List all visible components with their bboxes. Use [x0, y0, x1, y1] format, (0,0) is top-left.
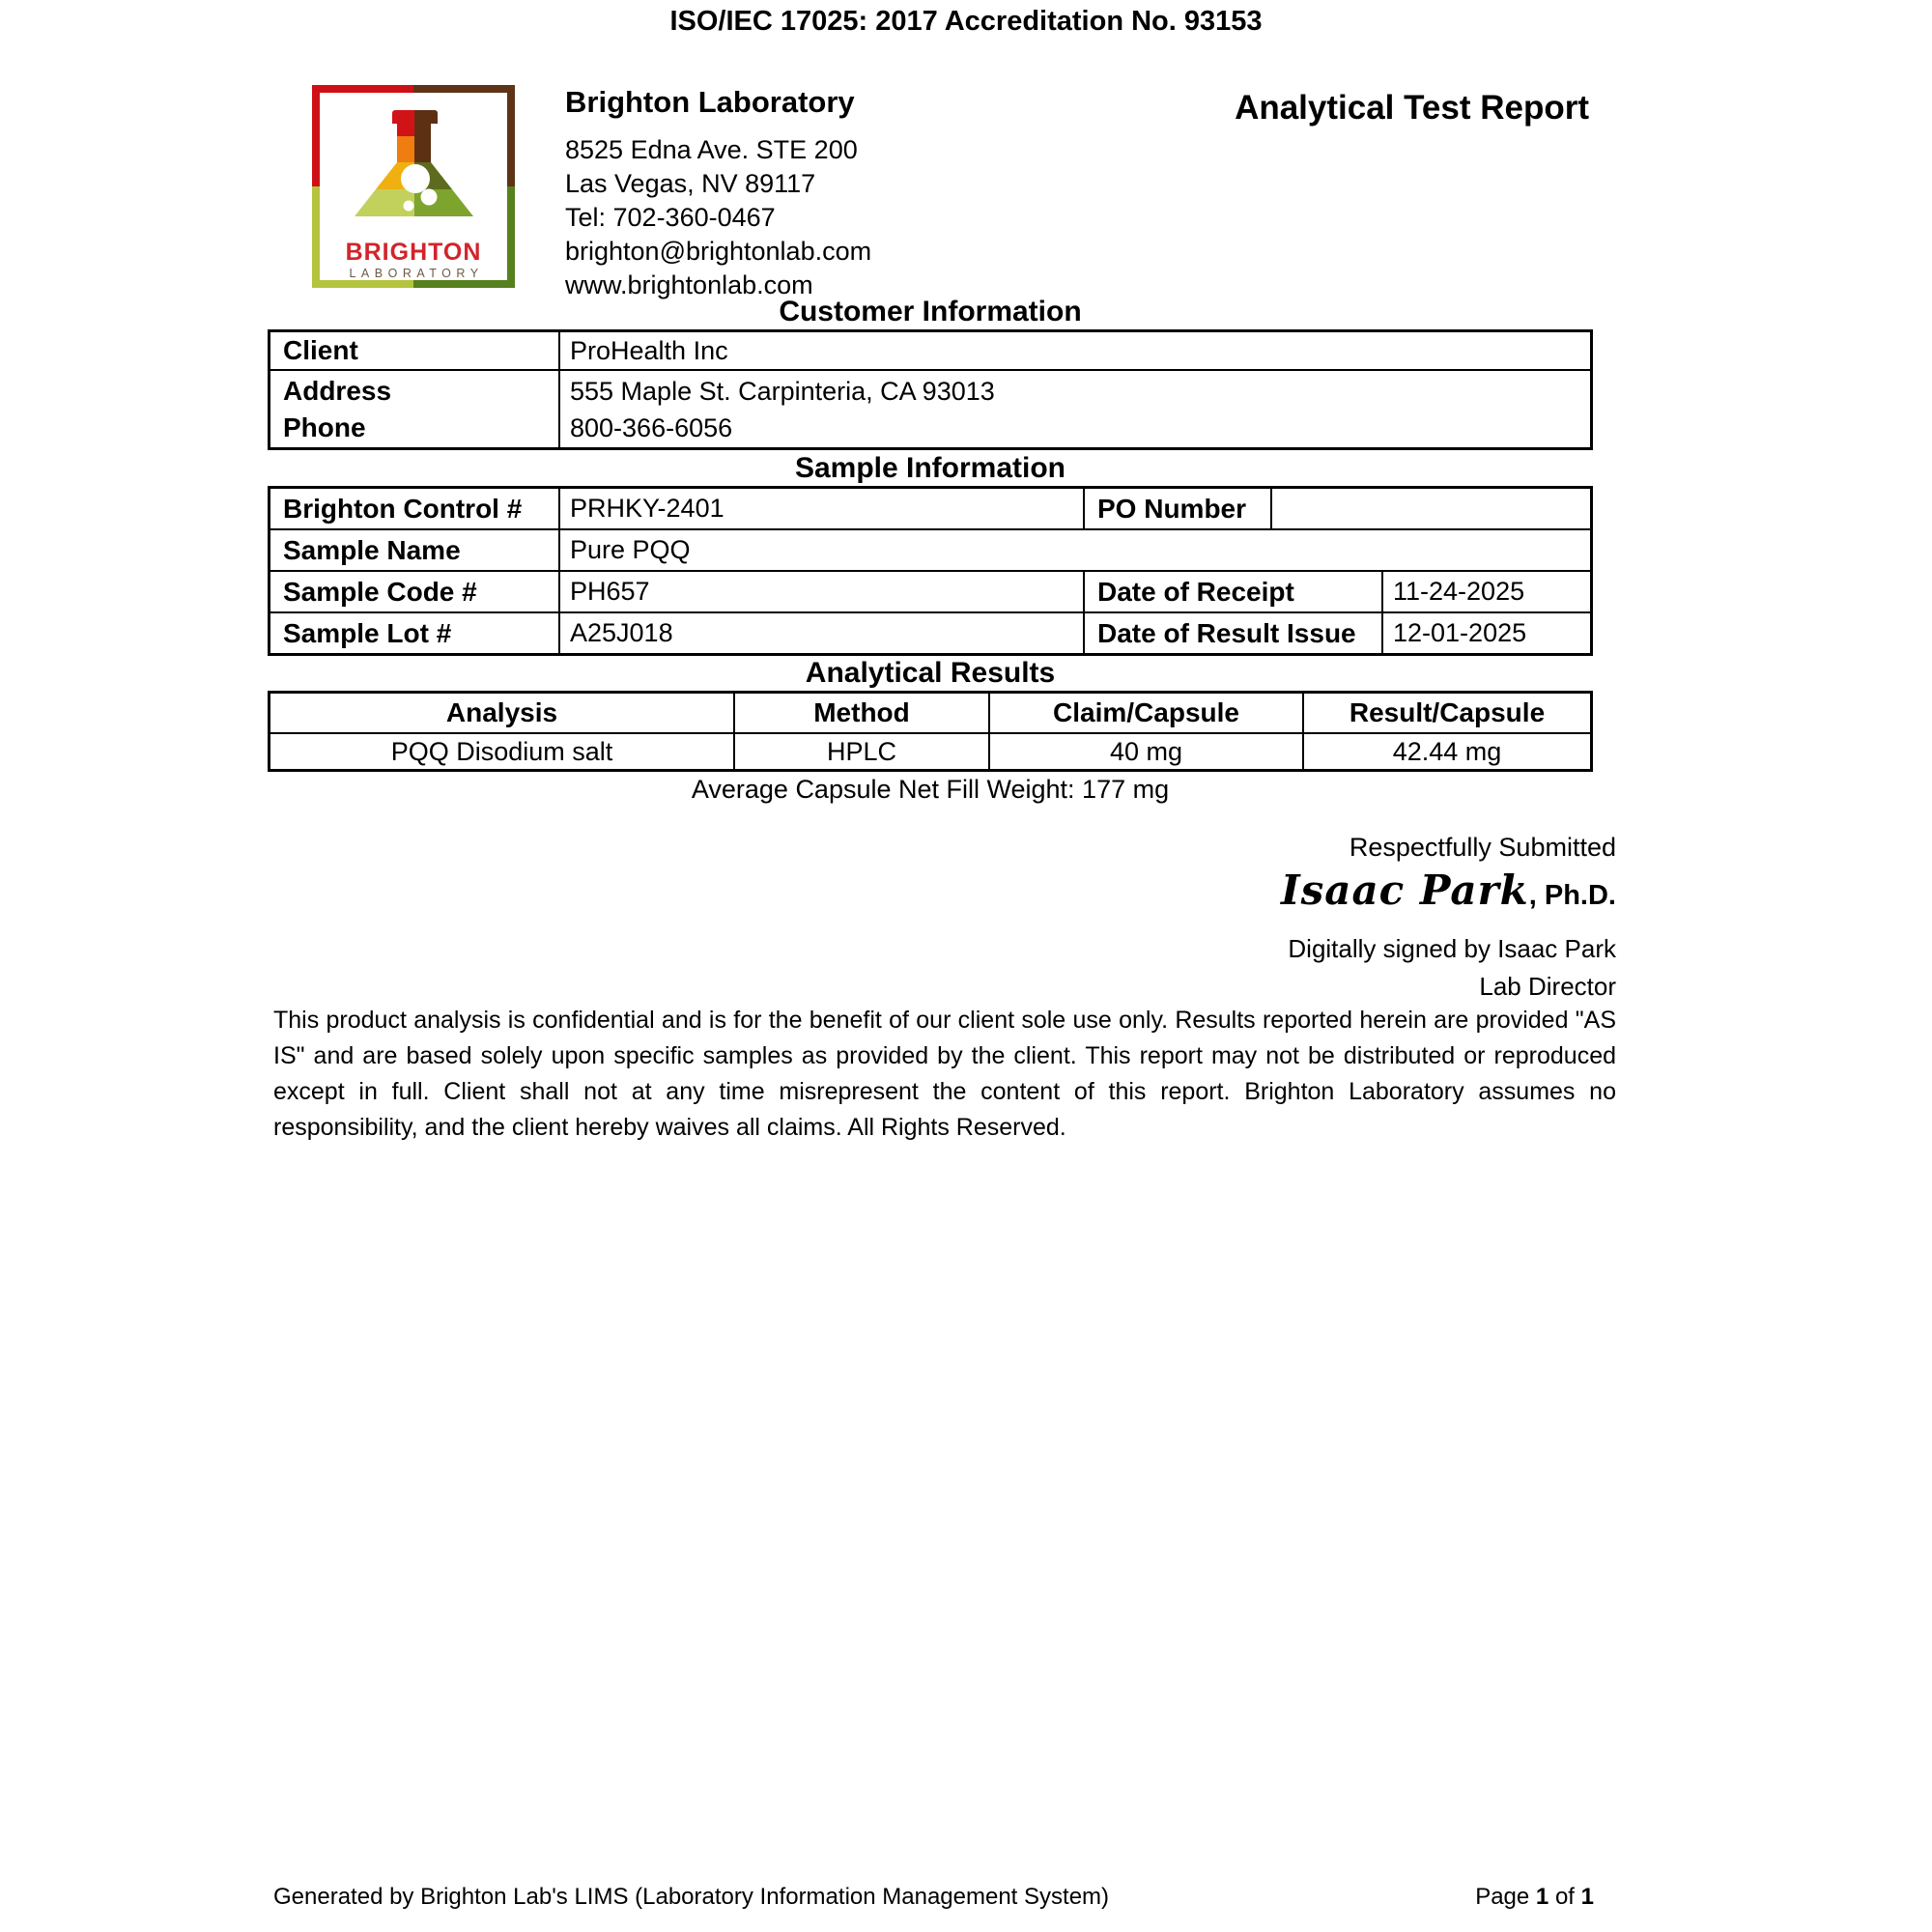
address-label: Address: [283, 375, 392, 406]
client-label: Client: [283, 335, 358, 365]
footer-generated-by: Generated by Brighton Lab's LIMS (Laboratory Information Management System): [273, 1884, 1110, 1910]
sample-name-value: Pure PQQ: [558, 530, 1590, 570]
lab-website: www.brightonlab.com: [565, 270, 813, 299]
table-row: [270, 611, 1590, 653]
date-of-result-issue-value: 12-01-2025: [1381, 613, 1590, 653]
claim-value: 40 mg: [988, 734, 1302, 769]
table-row: [270, 332, 1590, 369]
lab-email: brighton@brightonlab.com: [565, 237, 872, 266]
flask-bubble-small: [404, 201, 414, 212]
table-row: [270, 528, 1590, 570]
logo-subtitle-text: LABORATORY: [349, 267, 484, 280]
logo-brand-text: BRIGHTON: [345, 239, 482, 266]
lab-address-line2: Las Vegas, NV 89117: [565, 169, 816, 198]
date-of-receipt-label: Date of Receipt: [1083, 572, 1381, 611]
lab-phone: Tel: 702-360-0467: [565, 203, 776, 232]
address-phone-labels: [270, 371, 558, 447]
footer-page-indicator: [1475, 1884, 1594, 1911]
page-total: 1: [1580, 1884, 1594, 1910]
customer-information-heading: Customer Information: [779, 296, 1082, 327]
phone-value: 800-366-6056: [570, 412, 733, 442]
po-number-value: [1270, 489, 1590, 528]
of-word: of: [1554, 1884, 1575, 1910]
lab-address-line1: 8525 Edna Ave. STE 200: [565, 135, 858, 164]
address-phone-values: [558, 371, 1590, 447]
lab-name: Brighton Laboratory: [565, 85, 855, 119]
page-word: Page: [1475, 1884, 1530, 1910]
customer-information-table: [268, 329, 1593, 450]
sample-information-table: [268, 486, 1593, 656]
date-of-receipt-value: 11-24-2025: [1381, 572, 1590, 611]
sample-name-label: Sample Name: [283, 534, 461, 565]
sample-lot-label: Sample Lot #: [283, 617, 452, 648]
flask-bubble-large: [401, 164, 430, 193]
signature-block: [1281, 833, 1616, 1002]
flask-logo-graphic: [312, 85, 515, 288]
signature-name-row: [1281, 868, 1616, 923]
column-header-claim: Claim/Capsule: [988, 694, 1302, 732]
respectfully-submitted-text: Respectfully Submitted: [1349, 833, 1616, 862]
flask-bubble-medium: [421, 189, 438, 206]
control-number-label: Brighton Control #: [283, 493, 523, 524]
digitally-signed-text: Digitally signed by Isaac Park: [1288, 934, 1616, 963]
flask-neck-red: [397, 124, 414, 136]
address-value: 555 Maple St. Carpinteria, CA 93013: [570, 376, 995, 406]
table-header-row: [270, 694, 1590, 732]
phone-label: Phone: [283, 412, 366, 442]
sample-lot-value: A25J018: [558, 613, 1083, 653]
signature-script-name: Isaac Park: [1280, 867, 1529, 914]
control-number-value: PRHKY-2401: [558, 489, 1083, 528]
sample-code-label: Sample Code #: [283, 576, 477, 607]
disclaimer-paragraph: This product analysis is confidential and is for the benefit of our client sole use only. Results reported herein are provided "AS IS" and are based solely upon specific samples as provided by the client. This report may not be distributed or reproduced except in full. Client shall not at any time misrepresent the content of this report. Brighton Laboratory assumes no responsibility, and the client hereby waives all claims. All Rights Reserved.: [273, 1007, 1616, 1141]
po-number-label: PO Number: [1083, 489, 1270, 528]
table-row: [270, 489, 1590, 528]
lab-info-block: [565, 85, 871, 302]
table-row: [270, 732, 1590, 769]
flask-cap-right: [414, 110, 438, 124]
column-header-method: Method: [733, 694, 988, 732]
table-row: [270, 570, 1590, 611]
date-of-result-issue-label: Date of Result Issue: [1083, 613, 1381, 653]
flask-neck-brown: [414, 124, 431, 162]
analytical-results-heading: Analytical Results: [805, 657, 1056, 689]
analysis-value: PQQ Disodium salt: [390, 736, 613, 766]
page-number: 1: [1535, 1884, 1549, 1910]
result-value: 42.44 mg: [1302, 734, 1590, 769]
analytical-results-table: [268, 691, 1593, 772]
client-value: ProHealth Inc: [558, 332, 1590, 369]
table-row: [270, 369, 1590, 447]
method-value: HPLC: [733, 734, 988, 769]
brighton-logo: [312, 85, 515, 288]
accreditation-line: ISO/IEC 17025: 2017 Accreditation No. 93153: [669, 6, 1263, 37]
flask-neck-orange: [397, 136, 414, 162]
sample-code-value: PH657: [558, 572, 1083, 611]
flask-cap-left: [392, 110, 414, 124]
report-title: Analytical Test Report: [1235, 89, 1589, 127]
capsule-fill-weight-note: Average Capsule Net Fill Weight: 177 mg: [691, 775, 1170, 804]
signature-credentials: , Ph.D.: [1528, 880, 1616, 911]
sample-information-heading: Sample Information: [794, 452, 1066, 484]
column-header-result: Result/Capsule: [1302, 694, 1590, 732]
lab-director-text: Lab Director: [1479, 972, 1616, 1001]
column-header-analysis: Analysis: [445, 697, 558, 727]
